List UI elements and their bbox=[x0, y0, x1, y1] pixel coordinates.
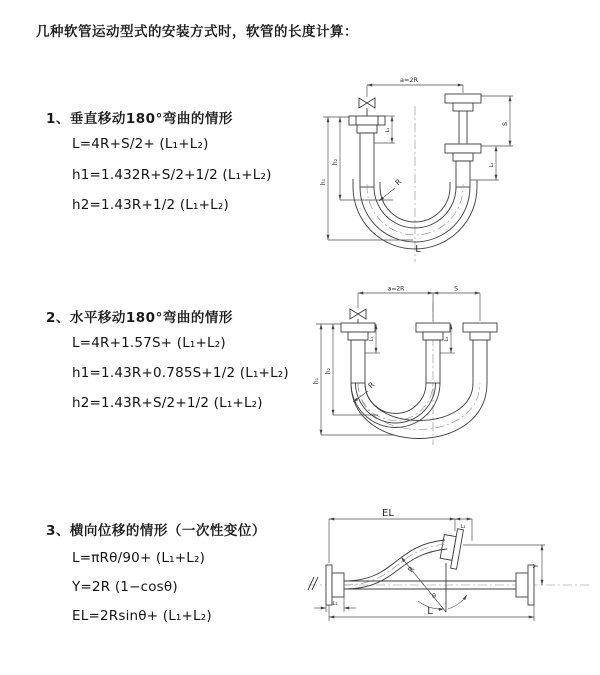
hose-braid-right bbox=[456, 161, 470, 187]
section-2-heading: 2、水平移动180°弯曲的情形 bbox=[46, 310, 233, 326]
section-1-formula-h2: h2=1.43R+1/2 (L₁+L₂) bbox=[72, 197, 229, 213]
length-label: L bbox=[415, 244, 421, 255]
section-3-formula-EL: EL=2Rsinθ+ (L₁+L₂) bbox=[72, 608, 212, 624]
dimension-a2r bbox=[358, 286, 433, 322]
right-fitting-upper bbox=[445, 94, 481, 144]
hose-braid-left bbox=[360, 133, 374, 187]
left-fitting bbox=[349, 116, 385, 133]
section-1-heading: 1、垂直移动180°弯曲的情形 bbox=[46, 111, 233, 127]
radius-label: R bbox=[405, 564, 417, 575]
valve-icon bbox=[359, 98, 375, 116]
dim-label-h2: h₂ bbox=[325, 367, 332, 375]
right-fitting bbox=[463, 323, 497, 340]
right-leg bbox=[473, 340, 487, 383]
upper-flange-displaced bbox=[439, 527, 464, 570]
dimension-h1 bbox=[320, 117, 413, 240]
diagram-lateral-displacement bbox=[300, 505, 600, 660]
dim-label-el: EL bbox=[382, 508, 394, 519]
section-3-formula-L: L=πRθ/90+ (L₁+L₂) bbox=[72, 550, 206, 566]
dimension-el bbox=[329, 508, 455, 563]
dim-label-a2r: a=2R bbox=[387, 285, 405, 293]
diagram-horizontal-180 bbox=[308, 283, 600, 461]
section-3-heading: 3、横向位移的情形（一次性变位） bbox=[46, 523, 266, 539]
section-1-formula-L: L=4R+S/2+ (L₁+L₂) bbox=[72, 136, 209, 152]
radius-callout bbox=[401, 557, 446, 612]
hose-s-curve bbox=[344, 540, 447, 589]
dim-label-h1: h₁ bbox=[320, 178, 327, 186]
section-3-formula-Y: Y=2R (1−cosθ) bbox=[72, 579, 178, 595]
dim-label-s: S bbox=[454, 285, 458, 293]
dim-label-l: L bbox=[427, 606, 433, 617]
section-2-formula-L: L=4R+1.57S+ (L₁+L₂) bbox=[72, 335, 226, 351]
hose-u-curve-displaced bbox=[351, 383, 487, 439]
right-fitting-lower bbox=[445, 144, 481, 161]
dim-label-a2r: a=2R bbox=[399, 76, 419, 84]
section-2-formula-h2: h2=1.43R+S/2+1/2 (L₁+L₂) bbox=[72, 395, 263, 411]
dimension-h1 bbox=[313, 324, 395, 435]
diagram-vertical-180 bbox=[313, 72, 585, 267]
right-flange bbox=[516, 565, 534, 605]
radius-label: R bbox=[393, 177, 404, 188]
angle-label: θ bbox=[432, 592, 436, 600]
section-1-formula-h1: h1=1.432R+S/2+1/2 (L₁+L₂) bbox=[72, 167, 272, 183]
dim-label-l1: L₁ bbox=[385, 127, 391, 133]
hose-braid-left bbox=[351, 340, 365, 383]
angle-theta bbox=[418, 563, 467, 612]
section-2-formula-h1: h1=1.43R+0.785S+1/2 (L₁+L₂) bbox=[72, 365, 289, 381]
dim-label-s: S bbox=[502, 122, 509, 126]
dim-label-l2: L₂ bbox=[489, 162, 495, 168]
dimension-s bbox=[433, 286, 480, 322]
radius-callout bbox=[379, 177, 403, 201]
dim-label-l2: L₂ bbox=[460, 524, 466, 530]
dimension-s bbox=[481, 96, 513, 146]
dim-label-l2: L₂ bbox=[444, 336, 450, 342]
valve-icon bbox=[350, 309, 366, 323]
radius-label: R bbox=[366, 380, 377, 391]
dim-label-y: Y bbox=[532, 563, 540, 569]
break-mark bbox=[308, 577, 318, 590]
dim-label-h1: h₁ bbox=[313, 377, 320, 385]
dim-label-l1: L₁ bbox=[369, 336, 375, 342]
dim-label-l1: L₁ bbox=[332, 601, 338, 607]
left-flange bbox=[326, 565, 344, 605]
dimension-l bbox=[329, 605, 534, 621]
dim-label-h2: h₂ bbox=[332, 158, 339, 166]
page-title: 几种软管运动型式的安装方式时，软管的长度计算： bbox=[36, 24, 358, 40]
dimension-l1 bbox=[314, 597, 356, 612]
